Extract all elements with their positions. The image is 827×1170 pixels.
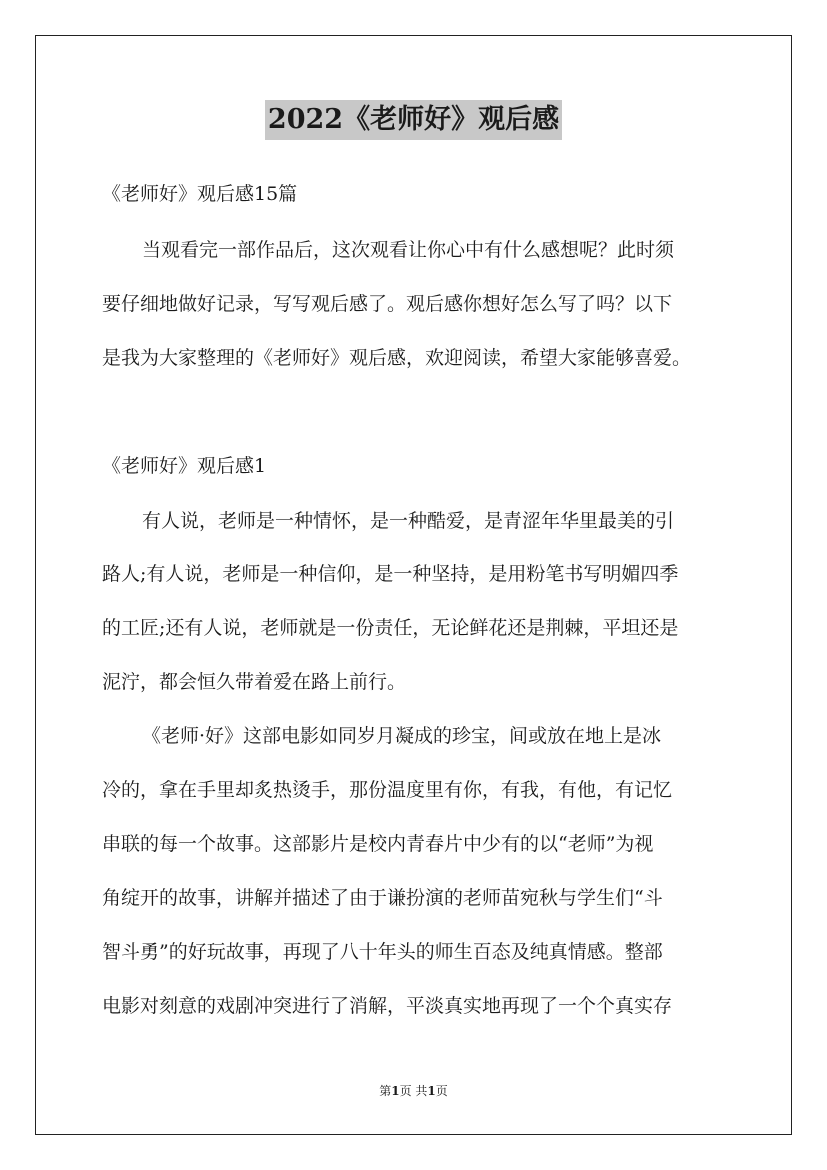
footer-page-total: 1 [427, 1084, 436, 1098]
paragraph2-line: 智斗勇”的好玩故事，再现了八十年头的师生百态及纯真情感。整部 [102, 941, 663, 963]
document-subtitle: 《老师好》观后感15篇 [102, 183, 298, 205]
paragraph2-line: 角绽开的故事，讲解并描述了由于谦扮演的老师苗宛秋与学生们“斗 [102, 887, 663, 909]
paragraph2-line: 电影对刻意的戏剧冲突进行了消解，平淡真实地再现了一个个真实存 [102, 995, 673, 1017]
footer-page-suffix: 页 [435, 1084, 448, 1098]
paragraph2-line: 《老师·好》这部电影如同岁月凝成的珍宝，间或放在地上是冰 [142, 725, 662, 747]
paragraph1-line: 泥泞，都会恒久带着爱在路上前行。 [102, 671, 407, 693]
paragraph2-line: 串联的每一个故事。这部影片是校内青春片中少有的以“老师”为视 [102, 833, 654, 855]
paragraph1-line: 路人;有人说，老师是一种信仰，是一种坚持，是用粉笔书写明媚四季 [102, 563, 679, 585]
footer-page-mid: 页 共 [399, 1084, 428, 1098]
paragraph1-line: 的工匠;还有人说，老师就是一份责任，无论鲜花还是荆棘，平坦还是 [102, 617, 679, 639]
intro-line: 要仔细地做好记录，写写观后感了。观后感你想好怎么写了吗？以下 [102, 293, 673, 315]
paragraph1-line: 有人说，老师是一种情怀，是一种酷爱，是青涩年华里最美的引 [142, 510, 675, 532]
footer-page-current: 1 [391, 1084, 400, 1098]
footer-page-prefix: 第 [379, 1084, 392, 1098]
page-footer [0, 1082, 827, 1100]
title-container [0, 100, 827, 140]
intro-line: 当观看完一部作品后，这次观看让你心中有什么感想呢？此时须 [142, 239, 675, 261]
intro-line: 是我为大家整理的《老师好》观后感，欢迎阅读，希望大家能够喜爱。 [102, 347, 692, 369]
section-heading: 《老师好》观后感1 [102, 455, 267, 477]
paragraph2-line: 冷的，拿在手里却炙热烫手，那份温度里有你，有我，有他，有记忆 [102, 779, 673, 801]
document-title: 2022《老师好》观后感 [265, 100, 562, 140]
